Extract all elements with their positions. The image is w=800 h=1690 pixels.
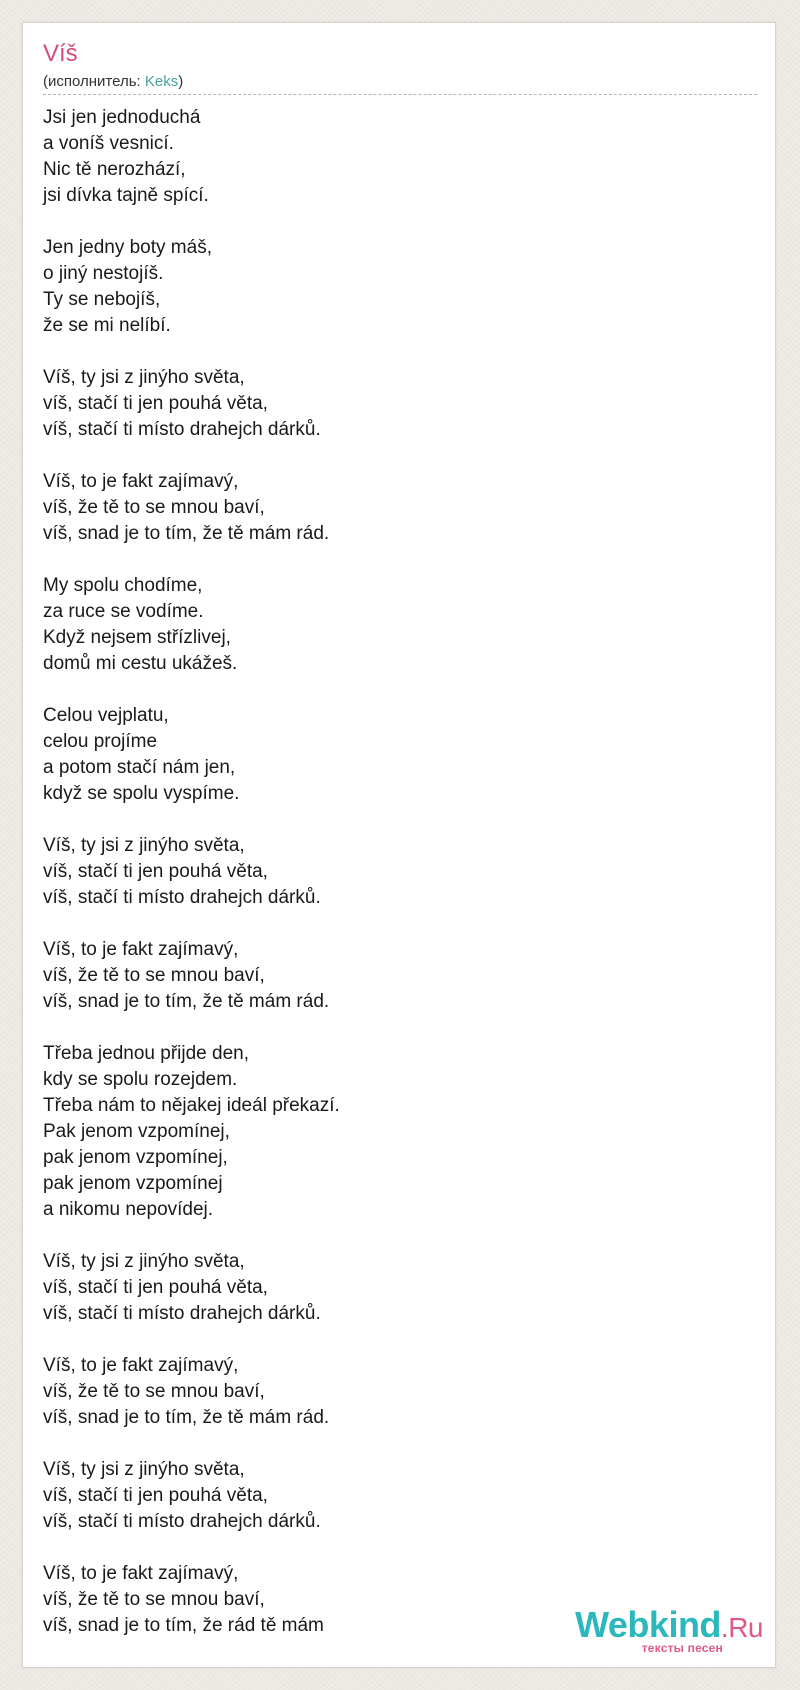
lyrics-line: víš, snad je to tím, že tě mám rád. <box>43 523 330 544</box>
lyrics-stanza <box>43 469 743 547</box>
lyrics-line: víš, stačí ti jen pouhá věta, <box>43 1277 268 1298</box>
logo-suffix-text: .Ru <box>720 1612 763 1643</box>
lyrics-line: Pak jenom vzpomínej, <box>43 1121 230 1142</box>
lyrics-line: víš, že tě to se mnou baví, <box>43 1381 265 1402</box>
lyrics-stanza <box>43 703 743 807</box>
site-logo[interactable] <box>573 1603 763 1667</box>
logo-main-text: Webkind <box>575 1604 721 1645</box>
lyrics-line: víš, že tě to se mnou baví, <box>43 1589 265 1610</box>
artist-line <box>43 73 183 91</box>
lyrics-line: kdy se spolu rozejdem. <box>43 1069 238 1090</box>
lyrics-stanza <box>43 1457 743 1535</box>
lyrics-line: víš, stačí ti jen pouhá věta, <box>43 861 268 882</box>
lyrics-line: víš, snad je to tím, že tě mám rád. <box>43 1407 330 1428</box>
lyrics-line: víš, že tě to se mnou baví, <box>43 497 265 518</box>
lyrics-line: Víš, ty jsi z jinýho světa, <box>43 1459 245 1480</box>
lyrics-line: víš, stačí ti místo drahejch dárků. <box>43 419 321 440</box>
lyrics-line: víš, snad je to tím, že tě mám rád. <box>43 991 330 1012</box>
lyrics-line: Víš, to je fakt zajímavý, <box>43 471 239 492</box>
lyrics-line: pak jenom vzpomínej <box>43 1173 223 1194</box>
lyrics-stanza <box>43 365 743 443</box>
lyrics-line: Víš, ty jsi z jinýho světa, <box>43 1251 245 1272</box>
lyrics-line: že se mi nelíbí. <box>43 315 171 336</box>
lyrics-stanza <box>43 1041 743 1223</box>
lyrics-line: víš, stačí ti místo drahejch dárků. <box>43 1303 321 1324</box>
lyrics-line: Víš, ty jsi z jinýho světa, <box>43 367 245 388</box>
lyrics-stanza <box>43 1353 743 1431</box>
lyrics-line: víš, stačí ti jen pouhá věta, <box>43 393 268 414</box>
lyrics-stanza <box>43 833 743 911</box>
lyrics-stanza <box>43 235 743 339</box>
lyrics-line: víš, snad je to tím, že rád tě mám <box>43 1615 324 1636</box>
lyrics-line: pak jenom vzpomínej, <box>43 1147 228 1168</box>
lyrics-line: Když nejsem střízlivej, <box>43 627 231 648</box>
lyrics-line: Jsi jen jednoduchá <box>43 107 201 128</box>
lyrics-line: celou projíme <box>43 731 158 752</box>
lyrics-line: víš, stačí ti jen pouhá věta, <box>43 1485 268 1506</box>
lyrics-line: o jiný nestojíš. <box>43 263 164 284</box>
lyrics-line: a potom stačí nám jen, <box>43 757 236 778</box>
lyrics-line: když se spolu vyspíme. <box>43 783 240 804</box>
lyrics-line: Celou vejplatu, <box>43 705 169 726</box>
lyrics-line: domů mi cestu ukážeš. <box>43 653 238 674</box>
lyrics-card <box>22 22 776 1668</box>
lyrics-line: Třeba jednou přijde den, <box>43 1043 249 1064</box>
lyrics-line: jsi dívka tajně spící. <box>43 185 209 206</box>
lyrics-line: za ruce se vodíme. <box>43 601 204 622</box>
lyrics-line: Víš, ty jsi z jinýho světa, <box>43 835 245 856</box>
lyrics-stanza <box>43 573 743 677</box>
lyrics-line: My spolu chodíme, <box>43 575 203 596</box>
lyrics-stanza <box>43 937 743 1015</box>
lyrics-line: víš, že tě to se mnou baví, <box>43 965 265 986</box>
lyrics-stanza <box>43 105 743 209</box>
lyrics-line: Víš, to je fakt zajímavý, <box>43 939 239 960</box>
artist-suffix: ) <box>178 73 184 90</box>
lyrics-line: Nic tě nerozhází, <box>43 159 186 180</box>
lyrics-line: Víš, to je fakt zajímavý, <box>43 1563 239 1584</box>
lyrics-line: Víš, to je fakt zajímavý, <box>43 1355 239 1376</box>
logo-tagline: тексты песен <box>641 1641 723 1655</box>
lyrics-line: víš, stačí ti místo drahejch dárků. <box>43 1511 321 1532</box>
lyrics-line: a voníš vesnicí. <box>43 133 174 154</box>
lyrics-line: a nikomu nepovídej. <box>43 1199 214 1220</box>
lyrics-line: Třeba nám to nějakej ideál překazí. <box>43 1095 340 1116</box>
song-title: Víš <box>43 40 78 67</box>
title-divider <box>43 94 757 95</box>
artist-prefix: (исполнитель: <box>43 73 145 90</box>
lyrics-stanza <box>43 1249 743 1327</box>
lyrics-body <box>43 105 743 1665</box>
lyrics-line: Ty se nebojíš, <box>43 289 161 310</box>
artist-link[interactable]: Keks <box>144 73 179 90</box>
lyrics-line: Jen jedny boty máš, <box>43 237 212 258</box>
lyrics-line: víš, stačí ti místo drahejch dárků. <box>43 887 321 908</box>
